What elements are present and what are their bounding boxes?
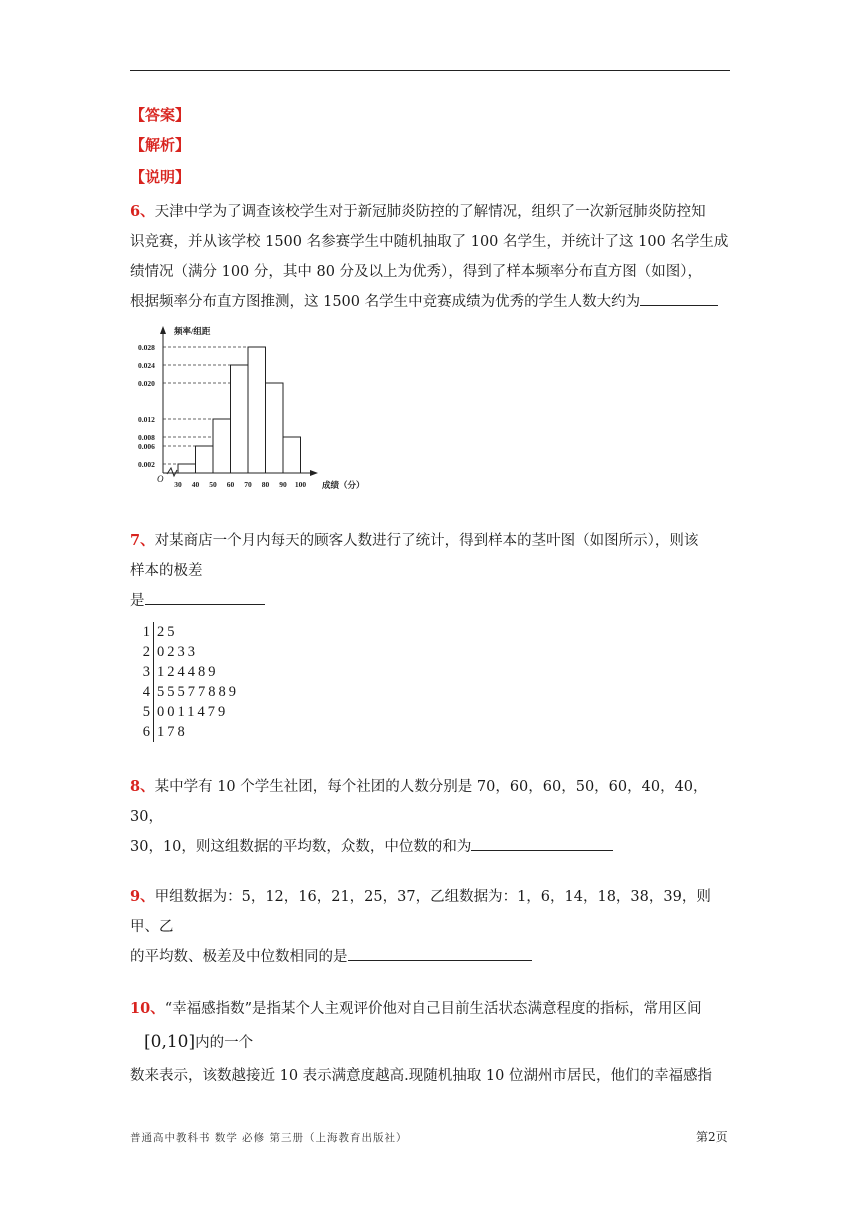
footer-book-title: 普通高中教科书 数学 必修 第三册（上海教育出版社）	[130, 1132, 408, 1144]
axis-break-mark	[167, 468, 177, 476]
histogram-bar-2	[213, 419, 231, 473]
stem-leaf-row	[138, 722, 239, 742]
stem-divider	[153, 682, 154, 702]
x-tick-label-7: 100	[294, 480, 307, 489]
y-tick-label-6: 0.028	[138, 343, 155, 352]
question-8: 8、某中学有 10 个学生社团，每个社团的人数分别是 70，60，60，50，60，40，40，30， 30，10，则这组数据的平均数，众数，中位数的和为	[130, 778, 708, 855]
stem-value: 2	[142, 644, 150, 660]
leaf-values: 178	[157, 724, 188, 740]
question-7: 7、对某商店一个月内每天的顾客人数进行了统计，得到样本的茎叶图（如图所示），则该 样本的极差 是	[130, 526, 730, 616]
histogram-x-axis-label: 成绩（分）	[322, 480, 365, 490]
stem-divider	[153, 722, 154, 742]
analysis-label: 【解析】	[130, 136, 191, 154]
stem-leaf-row	[138, 622, 239, 642]
stem-leaf-row	[138, 662, 239, 682]
histogram-bar-0	[178, 464, 196, 473]
x-tick-label-0: 30	[174, 480, 182, 489]
question-8-number: 8	[130, 778, 141, 795]
x-tick-label-1: 40	[191, 480, 200, 489]
histogram-bar-5	[266, 383, 284, 473]
question-7-number: 7	[130, 532, 141, 549]
histogram-y-ticks	[138, 343, 155, 469]
question-9-number: 9	[130, 888, 141, 905]
histogram-bars	[178, 347, 301, 473]
x-tick-label-5: 80	[261, 480, 270, 489]
histogram-x-ticks	[174, 480, 306, 489]
answer-blank-7[interactable]	[145, 588, 265, 605]
histogram-bar-1	[196, 446, 214, 473]
note-label: 【说明】	[130, 168, 191, 186]
answer-blank-6[interactable]	[640, 289, 718, 306]
y-tick-label-5: 0.024	[138, 361, 155, 370]
leaf-values: 124489	[157, 664, 219, 680]
stem-value: 6	[142, 724, 150, 740]
question-10-line1: “幸福感指数”是指某个人主观评价他对自己目前生活状态满意程度的指标，常用区间	[164, 1001, 702, 1017]
x-tick-label-3: 60	[226, 480, 235, 489]
question-10-number: 10	[130, 1000, 151, 1017]
question-6: 6、天津中学为了调查该校学生对于新冠肺炎防控的了解情况，组织了一次新冠肺炎防控知 识竞赛，并从该学校 1500 名参赛学生中随机抽取了 100 名学生，并统计了这 100 名学生成 绩情况（满分 100 分，其中 80 分及以上为优秀），得到了样本频率分布直方图（如图）， 根据频率分布直方图推测，这 1500 名学生中竞赛成绩为优秀的学生人数大约为	[130, 203, 729, 310]
y-tick-label-0: 0.002	[138, 460, 155, 469]
question-10-line2: 内的一个	[195, 1035, 254, 1051]
frequency-histogram	[130, 322, 380, 494]
question-9-line1: 甲组数据为：5，12，16，21，25，37，乙组数据为：1，6，14，18，38，39，则甲、乙	[130, 889, 711, 935]
stem-value: 5	[142, 704, 150, 720]
stem-divider	[153, 662, 154, 682]
answer-blank-9[interactable]	[348, 944, 532, 961]
leaf-values: 0233	[157, 644, 198, 660]
y-tick-label-4: 0.020	[138, 379, 155, 388]
leaf-values: 25	[157, 624, 178, 640]
histogram-bar-6	[283, 437, 301, 473]
stem-divider	[153, 702, 154, 722]
histogram-bar-4	[248, 347, 266, 473]
question-9-line2: 的平均数、极差及中位数相同的是	[130, 949, 348, 965]
stem-divider	[153, 622, 154, 642]
histogram-y-axis-label: 频率/组距	[174, 326, 211, 336]
leaf-values: 55577889	[157, 684, 239, 700]
x-tick-label-4: 70	[244, 480, 252, 489]
question-6-line2: 识竞赛，并从该学校 1500 名参赛学生中随机抽取了 100 名学生，并统计了这 100 名学生成	[130, 234, 729, 250]
leaf-values: 0011479	[157, 704, 229, 720]
answer-label: 【答案】	[130, 106, 191, 124]
question-6-number: 6	[130, 203, 141, 220]
question-10-line3: 数来表示，该数越接近 10 表示满意度越高.现随机抽取 10 位湖州市居民，他们的幸福感指	[130, 1068, 712, 1084]
histogram-origin-label: O	[157, 474, 164, 484]
stem-leaf-row	[138, 682, 239, 702]
header-rule	[130, 70, 730, 71]
x-tick-label-6: 90	[279, 480, 287, 489]
question-7-line1: 对某商店一个月内每天的顾客人数进行了统计，得到样本的茎叶图（如图所示），则该	[154, 533, 699, 549]
y-axis-arrow	[160, 326, 166, 334]
stem-leaf-row	[138, 642, 239, 662]
stem-value: 4	[142, 684, 150, 700]
question-9: 9、甲组数据为：5，12，16，21，25，37，乙组数据为：1，6，14，18，38，39，则甲、乙 的平均数、极差及中位数相同的是	[130, 888, 711, 965]
interval-expression: [0,10]	[144, 1032, 196, 1052]
question-7-line3: 是	[130, 593, 145, 609]
stem-leaf-row	[138, 702, 239, 722]
stem-leaf-plot	[138, 622, 239, 742]
histogram-bar-3	[231, 365, 249, 473]
question-8-line2: 30，10，则这组数据的平均数，众数，中位数的和为	[130, 839, 472, 855]
question-7-line2: 样本的极差	[130, 563, 203, 579]
stem-value: 1	[142, 624, 150, 640]
question-6-line3: 绩情况（满分 100 分，其中 80 分及以上为优秀），得到了样本频率分布直方图（如图），	[130, 264, 703, 280]
stem-divider	[153, 642, 154, 662]
y-tick-label-1: 0.006	[138, 442, 155, 451]
question-8-line1: 某中学有 10 个学生社团，每个社团的人数分别是 70，60，60，50，60，40，40，30，	[130, 779, 708, 825]
footer-page-number: 第2页	[696, 1130, 728, 1144]
question-6-line1: 天津中学为了调查该校学生对于新冠肺炎防控的了解情况，组织了一次新冠肺炎防控知	[154, 204, 706, 220]
question-6-line4: 根据频率分布直方图推测，这 1500 名学生中竞赛成绩为优秀的学生人数大约为	[130, 294, 641, 310]
question-10: 10、“幸福感指数”是指某个人主观评价他对自己目前生活状态满意程度的指标，常用区间 [0,10]内的一个 数来表示，该数越接近 10 表示满意度越高.现随机抽取 10 位湖州市居民，他们的幸福感指	[130, 994, 730, 1091]
answer-blank-8[interactable]	[471, 834, 613, 851]
stem-value: 3	[142, 664, 150, 680]
x-tick-label-2: 50	[209, 480, 217, 489]
y-tick-label-2: 0.008	[138, 433, 155, 442]
x-axis-arrow	[310, 470, 318, 476]
y-tick-label-3: 0.012	[138, 415, 155, 424]
